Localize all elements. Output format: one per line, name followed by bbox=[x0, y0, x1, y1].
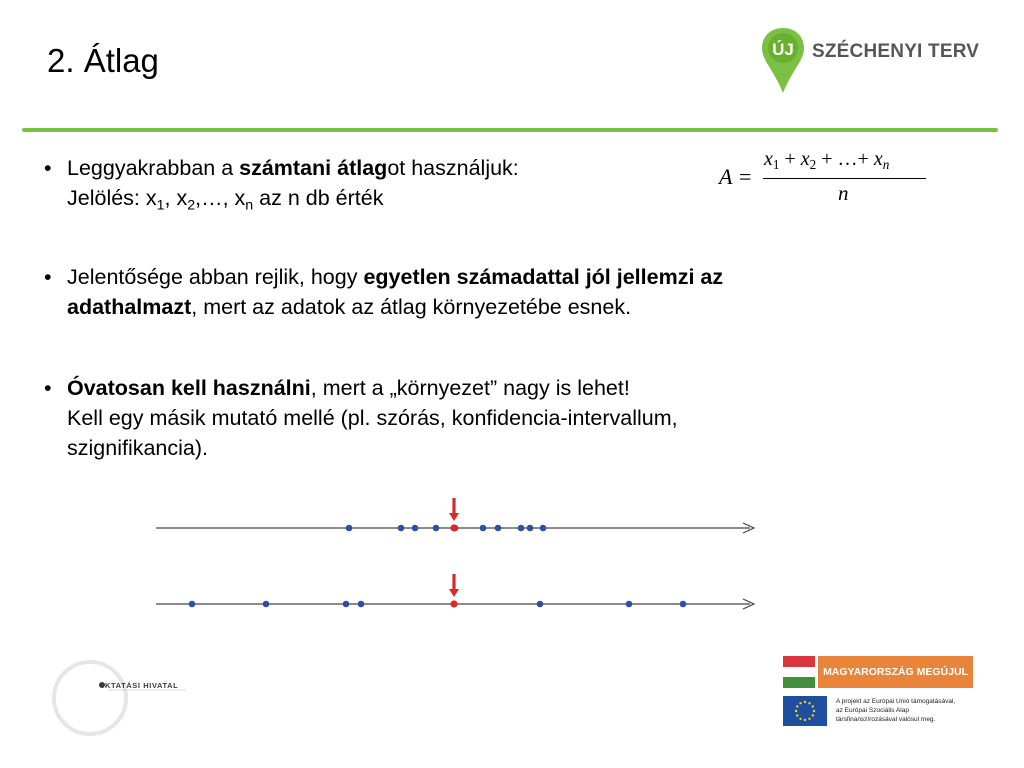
mean-point bbox=[450, 524, 457, 531]
eu-star-icon bbox=[812, 714, 814, 716]
bullet3-line1: Óvatosan kell használni, mert a „környezet” nagy is lehet! bbox=[67, 376, 630, 400]
data-point bbox=[346, 525, 353, 532]
oktatasi-hivatal-text: KTATÁSI HIVATAL bbox=[105, 681, 179, 690]
data-point bbox=[537, 601, 544, 608]
eu-star-icon bbox=[799, 702, 801, 704]
data-point bbox=[358, 601, 365, 608]
mean-formula bbox=[716, 148, 936, 210]
bullet3-line3: szignifikancia). bbox=[67, 436, 208, 460]
data-point bbox=[527, 525, 534, 532]
data-point bbox=[189, 601, 196, 608]
data-point bbox=[433, 525, 440, 532]
bullet3-line2: Kell egy másik mutató mellé (pl. szórás, konfidencia-intervallum, bbox=[67, 406, 678, 430]
bullet-marker: • bbox=[44, 156, 52, 180]
eu-star-icon bbox=[796, 714, 798, 716]
eu-note-line2: az Európai Szociális Alap bbox=[836, 707, 909, 714]
hungarian-flag-icon bbox=[783, 656, 815, 688]
data-point bbox=[343, 601, 350, 608]
bullet-marker: • bbox=[44, 265, 52, 289]
eu-star-icon bbox=[804, 701, 806, 703]
data-point bbox=[540, 525, 547, 532]
eu-note-line3: társfinanszírozásával valósul meg. bbox=[836, 716, 936, 723]
title-divider bbox=[22, 128, 998, 132]
bullet1-line2: Jelölés: $x_1$, $x_2,\dots$, $x_n$ az n db érték bbox=[67, 186, 384, 214]
eu-star-icon bbox=[812, 705, 814, 707]
bullet2-line2: adathalmazt, mert az adatok az átlag környezetébe esnek. bbox=[67, 295, 632, 319]
formula-denominator: n bbox=[838, 181, 849, 205]
data-point bbox=[518, 525, 525, 532]
slide-title: 2. Átlag bbox=[47, 42, 159, 79]
eu-star-icon bbox=[813, 710, 815, 712]
data-point bbox=[412, 525, 419, 532]
mean-arrow-icon bbox=[452, 498, 455, 514]
eu-star-icon bbox=[795, 710, 797, 712]
data-point bbox=[398, 525, 405, 532]
data-point bbox=[626, 601, 633, 608]
formula-numerator: $x_1 + x_2$ + …+ $x_n$ bbox=[764, 148, 890, 172]
formula-equals: = bbox=[739, 164, 752, 189]
bullet1-line1: Leggyakrabban a számtani átlagot használjuk: bbox=[67, 156, 519, 180]
logo-mark-text: ÚJ bbox=[772, 40, 794, 59]
eu-star-icon bbox=[804, 719, 806, 721]
eu-star-icon bbox=[808, 702, 810, 704]
data-point bbox=[680, 601, 687, 608]
mean-arrowhead-icon bbox=[449, 589, 459, 597]
bullet2-line1: Jelentősége abban rejlik, hogy egyetlen számadattal jól jellemzi az bbox=[67, 265, 724, 289]
eu-star-icon bbox=[796, 705, 798, 707]
formula-fraction-bar bbox=[763, 178, 926, 179]
formula-lhs: A bbox=[719, 164, 733, 189]
eu-funding-note bbox=[836, 697, 955, 724]
mean-arrowhead-icon bbox=[449, 513, 459, 521]
data-point bbox=[480, 525, 487, 532]
eu-note-line1: A projekt az Európai Unió támogatásával, bbox=[836, 698, 956, 705]
eu-star-icon bbox=[808, 718, 810, 720]
eu-flag-icon bbox=[783, 696, 827, 726]
dispersion-dot-plot bbox=[150, 490, 770, 620]
oktatasi-hivatal-logo bbox=[46, 648, 196, 748]
data-point bbox=[263, 601, 270, 608]
data-point bbox=[495, 525, 502, 532]
mean-arrow-icon bbox=[452, 574, 455, 590]
bullet-marker: • bbox=[44, 376, 52, 400]
mean-point bbox=[450, 600, 457, 607]
eu-star-icon bbox=[799, 718, 801, 720]
szechenyi-terv-text: SZÉCHENYI TERV bbox=[812, 41, 980, 62]
magyarorszag-megujul-banner: MAGYARORSZÁG MEGÚJUL bbox=[818, 656, 973, 688]
